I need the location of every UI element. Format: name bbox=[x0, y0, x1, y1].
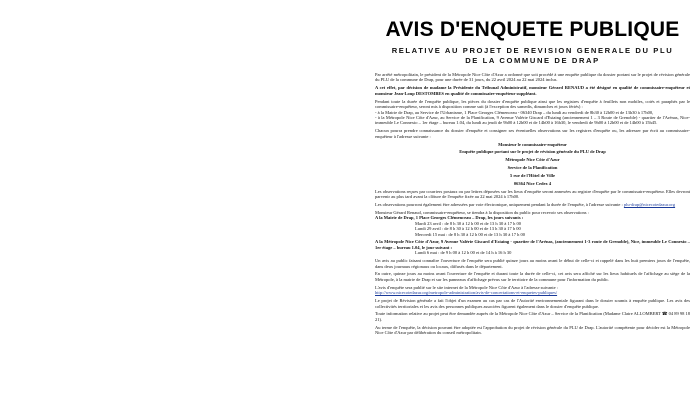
address-line-5: 5 rue de l'Hôtel de Ville bbox=[509, 172, 556, 178]
permanences-intro: Monsieur Gérard Renaud, commissaire-enquêteur, se tiendra à la disposition du public pour recevoir ses observations : bbox=[375, 209, 589, 215]
notice-title: AVIS D'ENQUETE PUBLIQUE bbox=[385, 18, 680, 41]
paragraph-information: Toute information relative au projet peut être demandée auprès de la Métropole Nice Côte d'Azur – Service de la Planification (Madame Claire ALLOMBERT ☎ 04 89 98 18 21). bbox=[375, 311, 690, 322]
paragraph-electronic bbox=[375, 202, 690, 207]
permanence-item: Lundi 29 avril : de 8 h 30 à 12 h 00 et de 13 h 30 à 17 h 00 bbox=[415, 226, 521, 232]
permanences-mairie-head: A la Mairie de Drap, 1 Place Georges Clémenceau – Drap, les jours suivants : bbox=[375, 215, 524, 221]
paragraph-metropole-permanence bbox=[375, 239, 690, 255]
website-link[interactable]: http://www.nicecotedazur.org/metropole-administration/avis-de-concertations-et-enquetes-publiques/ bbox=[375, 290, 558, 296]
paragraph-permanences bbox=[375, 210, 690, 237]
consultation-metropole: - à la Métropole Nice Côte d'Azur, au Service de la Planification, 9 Avenue Valérie Giscard d'Estaing (anciennement 1 – 3 Route de Grenoble) - quartier de l'Arénas, Nice- immeuble Le Connexio – 1er étage – bureau 1.04, du lundi au jeudi de 9h00 à 12h00 et de 14h00 à 16h30, le vendredi de 9h00 à 12h00 et de 14h00 à 15h45. bbox=[375, 114, 690, 126]
paragraph-display: En outre, quinze jours au moins avant l'ouverture de l'enquête et durant toute la durée de celle-ci, cet avis sera affiché sur les lieux habituels de l'affichage au siège de la Métropole, à la mairie de Drap et sur les panneaux d'affichage prévus sur le territoire de la commune pour l'information du public. bbox=[375, 271, 690, 282]
electronic-text: Les observations pourront également être adressées par voie électronique, uniquement pendant la durée de l'enquête, à l'adresse suivante : bbox=[375, 201, 623, 207]
paragraph-order: Par arrêté métropolitain, le président de la Métropole Nice Côte d'Azur a ordonné que soit procédé à une enquête publique du dossier portant sur le projet de révision générale du PLU de la commune de Drap, pour une durée de 31 jours, du 22 avril 2024 au 22 mai 2024 inclus. bbox=[375, 72, 690, 83]
address-line-6: 06364 Nice Cedex 4 bbox=[513, 180, 552, 186]
address-line-3: Métropole Nice Côte d'Azur bbox=[505, 157, 560, 163]
postal-address bbox=[375, 142, 690, 187]
notice-page bbox=[365, 0, 700, 410]
email-link[interactable]: plu-drap@nicecotedazur.org bbox=[623, 201, 676, 207]
address-line-2: Enquête publique portant sur le projet de révision générale du PLU de Drap bbox=[459, 149, 606, 155]
website-text: L'avis d'enquête sera publié sur le site internet de la Métropole Nice Côte d'Azur à l'adresse suivante : bbox=[375, 284, 559, 290]
subtitle-line-2: DE LA COMMUNE DE DRAP bbox=[465, 56, 600, 65]
paragraph-postal-observations: Les observations reçues par courriers postaux ou par lettres déposées sur les lieux d'enquête seront annexées au registre d'enquête par le commissaire-enquêteur. Elles devront parvenir au plus tard avant la clôture de l'enquête fixée au 22 mai 2024 à 17h00. bbox=[375, 188, 690, 200]
paragraph-environment: Le projet de Révision générale a fait l'objet d'un examen au cas par cas de l'Autorité environnementale figurant dans le dossier soumis à enquête publique. Les avis des collectivités territoriales et les avis des personnes publiques associées figurent également dans le dossier d'enquête publique. bbox=[375, 298, 690, 309]
permanence-item: Mardi 23 avril : de 8 h 30 à 12 h 00 et de 13 h 30 à 17 h 00 bbox=[415, 220, 521, 226]
subtitle-line-1: RELATIVE AU PROJET DE REVISION GENERALE DU PLU bbox=[391, 46, 674, 55]
paragraph-decision: Au terme de l'enquête, la décision pouvant être adoptée est l'approbation du projet de révision générale du PLU de Drap. L'autorité compétente pour décider est la Métropole Nice Côte d'Azur par délibération du conseil métropolitain. bbox=[375, 324, 690, 336]
paragraph-consultation bbox=[375, 99, 690, 126]
permanence-item: Lundi 6 mai : de 9 h 00 à 12 h 00 et de 14 h à 16 h 30 bbox=[415, 250, 512, 256]
address-line-1: Monsieur le commissaire-enquêteur bbox=[498, 141, 567, 147]
notice-subtitle bbox=[365, 46, 700, 66]
consultation-intro: Pendant toute la durée de l'enquête publique, les pièces du dossier d'enquête publique ainsi que les registres d'enquête à feuillets non mobiles, cotés et paraphés par le commissaire-enquêteur, seront mis à disposition comme suit (à l'exception des samedis, dimanches et jours fériés) : bbox=[375, 98, 690, 110]
permanence-item: Mercredi 15 mai : de 8 h 30 à 12 h 00 et de 13 h 30 à 17 h 00 bbox=[415, 231, 525, 237]
address-line-4: Service de la Planification bbox=[507, 165, 558, 171]
notice-body bbox=[375, 72, 690, 408]
paragraph-press: Un avis au public faisant connaître l'ouverture de l'enquête sera publié quinze jours au moins avant le début de celle-ci et rappelé dans les huit premiers jours de l'enquête, dans deux journaux régionaux ou locaux, diffusés dans le département. bbox=[375, 258, 690, 269]
paragraph-commissioner: A cet effet, par décision de madame la Présidente du Tribunal Administratif, monsieur Gérard RENAUD a été désigné en qualité de commissaire-enquêteur et monsieur Jean-Loup DESTOMBES en qualité de commissaire-enquêteur suppléant. bbox=[375, 85, 690, 96]
paragraph-website bbox=[375, 285, 690, 296]
paragraph-observations: Chacun pourra prendre connaissance du dossier d'enquête et consigner ses éventuelles observations sur les registres d'enquête ou, les adresser par écrit au commissaire-enquêteur à l'adresse suivante : bbox=[375, 128, 690, 139]
metropole-permanence-head: A la Métropole Nice Côte d'Azur, 9 Avenue Valérie Giscard d'Estaing - quartier de l'Arénas, (anciennement 1-3 route de Grenoble), Nice, immeuble Le Connexio – 1er étage – bureau 1.04, le jour suivant : bbox=[375, 239, 690, 250]
consultation-mairie: - à la Mairie de Drap, au Service de l'Urbanisme, 1 Place Georges Clémenceau - 06340 Drap – du lundi au vendredi de 8h30 à 12h00 et de 13h30 à 17h00, bbox=[375, 109, 654, 115]
